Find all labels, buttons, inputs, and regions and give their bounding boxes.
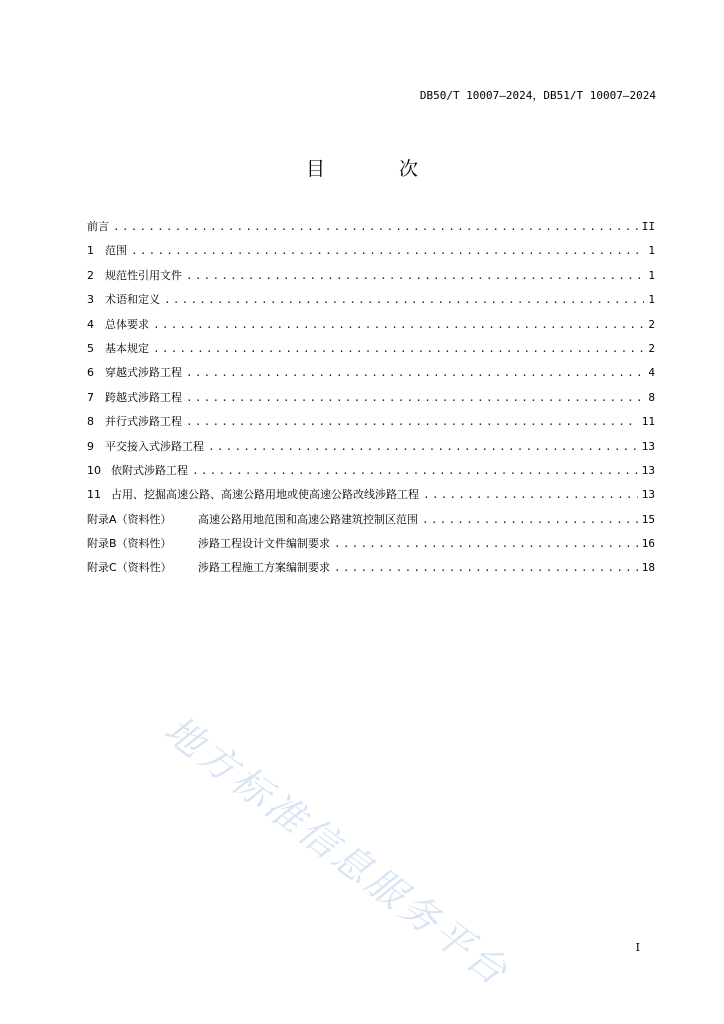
toc-label [87, 486, 419, 502]
toc-section-number: 2 [87, 268, 94, 282]
toc-section-number: 6 [87, 366, 94, 380]
toc-label [87, 340, 149, 356]
toc-page-number: 16 [641, 537, 655, 551]
toc-label [87, 462, 188, 478]
toc-entry-foreword[interactable] [87, 218, 655, 242]
toc-label [87, 389, 182, 405]
toc-label [87, 316, 149, 332]
toc-label [87, 438, 204, 454]
toc-page-number: 13 [641, 488, 655, 502]
toc-section-title: 穿越式涉路工程 [105, 366, 182, 380]
toc-section-number: 5 [87, 341, 94, 355]
toc-label [87, 535, 330, 551]
toc-leader-dots [186, 269, 644, 282]
table-of-contents [87, 218, 655, 584]
toc-page-number: 13 [641, 439, 655, 453]
toc-section-title: 平交接入式涉路工程 [105, 439, 204, 453]
toc-page-number: 2 [648, 341, 655, 355]
toc-page-number: 13 [641, 463, 655, 477]
toc-leader-dots [186, 366, 644, 379]
toc-section-title: 并行式涉路工程 [105, 415, 182, 429]
toc-section-title: 总体要求 [105, 317, 149, 331]
toc-section-number: 8 [87, 415, 94, 429]
toc-section-title: 规范性引用文件 [105, 268, 182, 282]
toc-section-title: 基本规定 [105, 341, 149, 355]
toc-page-number: 1 [648, 293, 655, 307]
toc-leader-dots [334, 561, 638, 574]
toc-leader-dots [164, 293, 644, 306]
toc-label [87, 364, 182, 380]
toc-entry-8[interactable] [87, 413, 655, 437]
watermark: 地方标准信息服务平台 [156, 707, 519, 996]
toc-section-number: 3 [87, 293, 94, 307]
toc-leader-dots [208, 440, 638, 453]
toc-leader-dots [153, 342, 644, 355]
toc-entry-9[interactable] [87, 438, 655, 462]
toc-appendix-title: 涉路工程设计文件编制要求 [198, 537, 330, 551]
toc-label [87, 413, 182, 429]
toc-section-number: 1 [87, 244, 94, 258]
toc-label [87, 559, 330, 575]
toc-page-number: 11 [641, 415, 655, 429]
toc-section-title: 术语和定义 [105, 293, 160, 307]
toc-entry-3[interactable] [87, 291, 655, 315]
toc-leader-dots [334, 537, 638, 550]
toc-appendix-code: 附录B（资料性） [87, 537, 172, 551]
page-title: 目 次 [305, 158, 453, 180]
toc-section-number: 4 [87, 317, 94, 331]
toc-entry-5[interactable] [87, 340, 655, 364]
toc-section-title: 占用、挖掘高速公路、高速公路用地或使高速公路改线涉路工程 [111, 488, 419, 502]
toc-leader-dots [153, 318, 644, 331]
toc-page-number: II [641, 220, 655, 233]
toc-page-number: 1 [648, 268, 655, 282]
toc-section-number: 11 [87, 488, 101, 502]
toc-page-number: 4 [648, 366, 655, 380]
toc-section-title: 范围 [105, 244, 127, 258]
toc-leader-dots [131, 244, 644, 257]
toc-entry-7[interactable] [87, 389, 655, 413]
toc-section-title: 依附式涉路工程 [111, 463, 188, 477]
toc-label [87, 242, 127, 258]
toc-page-number: 1 [648, 244, 655, 258]
toc-section-number: 10 [87, 463, 101, 477]
toc-entry-appendix-a[interactable] [87, 511, 655, 535]
page-number: I [635, 941, 640, 954]
toc-entry-appendix-c[interactable] [87, 559, 655, 583]
toc-label [87, 511, 418, 527]
toc-section-number: 9 [87, 439, 94, 453]
toc-leader-dots [186, 415, 638, 428]
toc-entry-11[interactable] [87, 486, 655, 510]
toc-leader-dots [422, 513, 638, 526]
toc-entry-appendix-b[interactable] [87, 535, 655, 559]
toc-entry-4[interactable] [87, 316, 655, 340]
toc-page-number: 15 [641, 512, 655, 526]
toc-page-number: 18 [641, 561, 655, 575]
toc-page-number: 8 [648, 390, 655, 404]
toc-leader-dots [113, 220, 638, 233]
toc-entry-6[interactable] [87, 364, 655, 388]
toc-appendix-code: 附录C（资料性） [87, 561, 172, 575]
toc-leader-dots [186, 391, 644, 404]
toc-entry-10[interactable] [87, 462, 655, 486]
toc-leader-dots [423, 488, 638, 501]
toc-label [87, 267, 182, 283]
toc-label: 前言 [87, 220, 109, 233]
toc-leader-dots [192, 464, 638, 477]
toc-entry-1[interactable] [87, 242, 655, 266]
toc-appendix-title: 涉路工程施工方案编制要求 [198, 561, 330, 575]
document-code-header: DB50/T 10007—2024，DB51/T 10007—2024 [419, 89, 656, 102]
toc-label [87, 291, 160, 307]
toc-section-title: 跨越式涉路工程 [105, 390, 182, 404]
toc-appendix-code: 附录A（资料性） [87, 512, 172, 526]
toc-appendix-title: 高速公路用地范围和高速公路建筑控制区范围 [198, 512, 418, 526]
toc-page-number: 2 [648, 317, 655, 331]
toc-entry-2[interactable] [87, 267, 655, 291]
toc-section-number: 7 [87, 390, 94, 404]
